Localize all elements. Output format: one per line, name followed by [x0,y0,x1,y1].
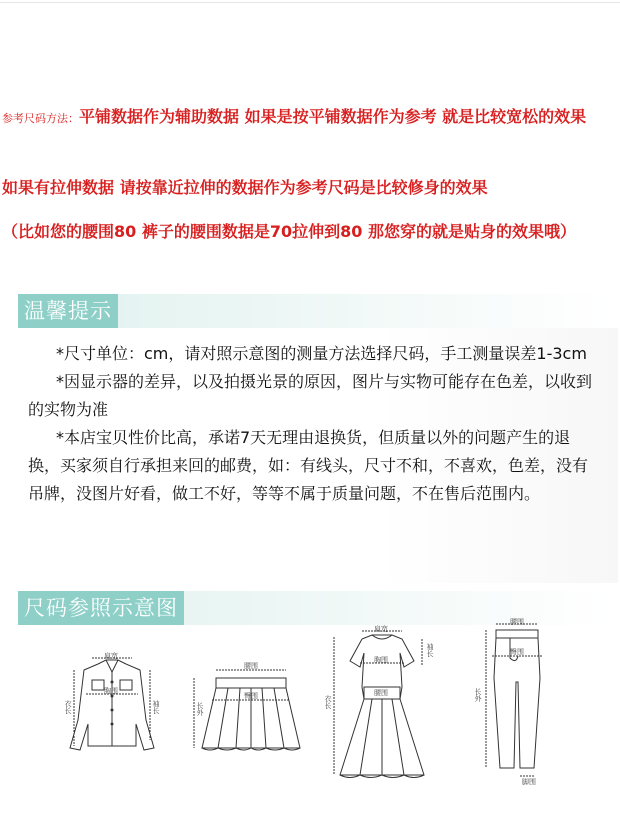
dress-outline-icon [322,625,442,795]
shirt-shoulder-label: 肩宽 [104,652,118,660]
pants-waist-label: 腰围 [510,618,524,626]
top-divider [0,2,620,3]
size-chart-title: 尺码参照示意图 [18,591,184,625]
skirt-outline-icon [188,662,308,757]
dress-chest-label: 胸围 [374,656,388,664]
tip-item: *尺寸单位：cm，请对照示意图的测量方法选择尺码，手工测量误差1-3cm [56,344,587,363]
skirt-waist-label: 腰围 [244,662,258,670]
tip-item: *本店宝贝性价比高，承诺7天无理由退换货，但质量以外的问题产生的退换，买家须自行承担来回的邮费，如：有线头，尺寸不和，不喜欢，色差，没有吊牌，没图片好看，做工不好，等等不属于质量问题，不在售后范围内。 [28,428,589,503]
pants-hip-label: 臀围 [510,648,524,656]
tip-item: *因显示器的差异，以及拍摄光景的原因，图片与实物可能存在色差，以收到的实物为准 [28,372,593,419]
shirt-chest-label: 胸围 [104,687,118,695]
shirt-sleeve-label: 袖长 [152,700,160,714]
dress-sleeve-label: 袖长 [426,643,434,657]
dress-length-label: 衣长 [324,695,332,709]
shirt-length-label: 衣长 [64,700,72,714]
notice-label: 参考尺码方法： [2,112,79,125]
tips-body [28,340,593,508]
shirt-diagram [62,650,162,760]
pants-length-label: 长外 [474,688,482,702]
dress-shoulder-label: 肩宽 [374,625,388,633]
notice-line-2: 如果有拉伸数据 请按靠近拉伸的数据作为参考尺码是比较修身的效果 [2,178,488,197]
pants-hem-label: 脚围 [522,778,536,786]
skirt-length-label: 长外 [196,702,204,716]
pants-outline-icon [470,618,560,788]
notice-line-1-text: 平铺数据作为辅助数据 如果是按平铺数据作为参考 就是比较宽松的效果 [79,107,587,126]
dress-diagram [322,625,442,795]
skirt-hip-label: 臀围 [244,692,258,700]
tips-title: 温馨提示 [18,294,118,328]
dress-waist-label: 腰围 [374,689,388,697]
notice-line-1 [2,103,614,132]
tips-section-header [18,294,608,328]
shirt-outline-icon [62,650,162,760]
skirt-diagram [188,662,308,757]
pants-diagram [470,618,560,788]
notice-line-3: （比如您的腰围80 裤子的腰围数据是70拉伸到80 那您穿的就是贴身的效果哦） [2,222,576,241]
